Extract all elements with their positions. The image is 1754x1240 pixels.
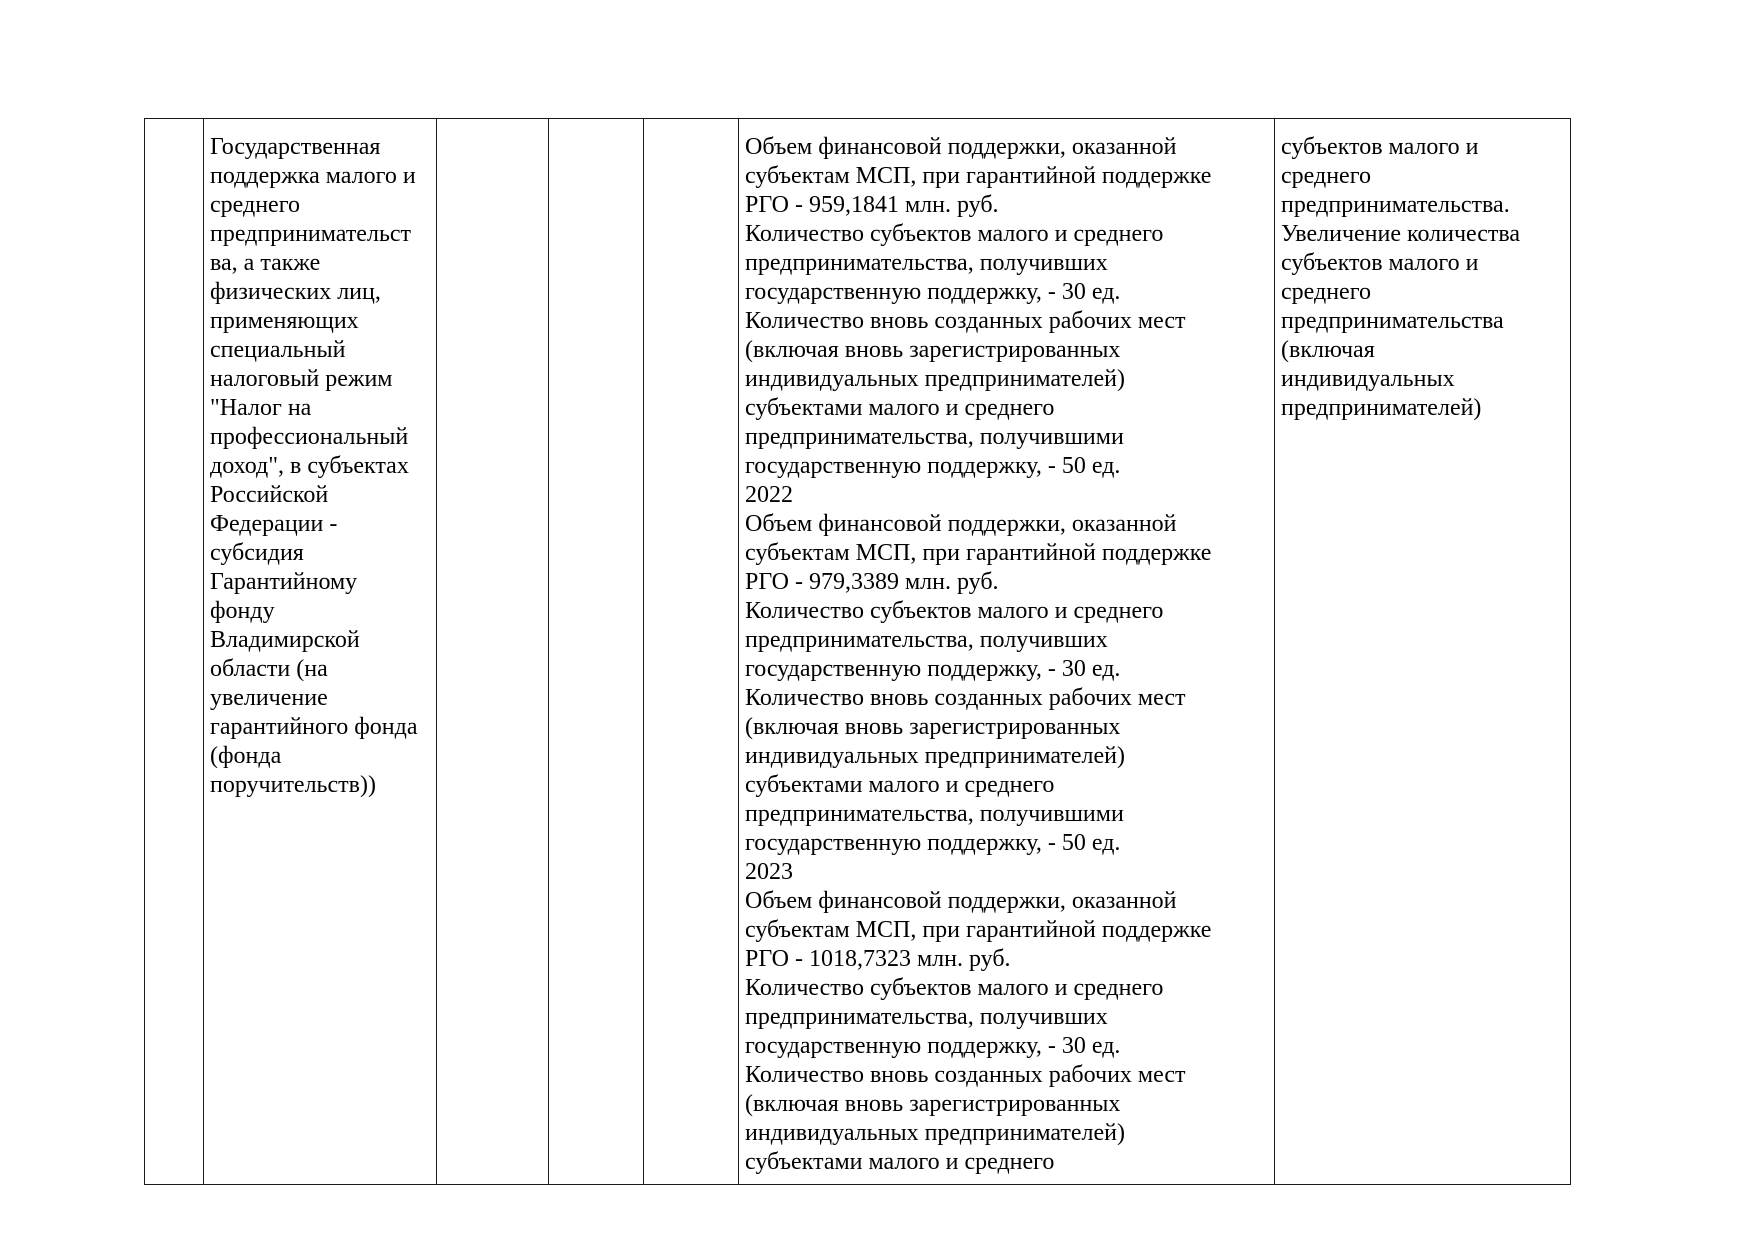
- text-line: среднего: [1281, 163, 1371, 189]
- text-line: Количество субъектов малого и среднего: [745, 221, 1164, 247]
- text-line: (включая вновь зарегистрированных: [745, 1091, 1121, 1117]
- text-line: среднего: [1281, 279, 1371, 305]
- cell-indicators: [739, 119, 1275, 1185]
- text-line: предпринимательства: [1281, 308, 1504, 334]
- text-line: субъектам МСП, при гарантийной поддержке: [745, 540, 1212, 566]
- text-line: Гарантийному: [210, 569, 358, 595]
- text-line: государственную поддержку, - 50 ед.: [745, 830, 1121, 856]
- text-line: Увеличение количества: [1281, 221, 1521, 247]
- text-line: применяющих: [210, 308, 359, 334]
- text-line: Владимирской: [210, 627, 360, 653]
- text-line: предпринимательст: [210, 221, 412, 247]
- text-line: субъектов малого и: [1281, 250, 1479, 276]
- text-line: субъектами малого и среднего: [745, 1149, 1055, 1175]
- text-line: субъектами малого и среднего: [745, 772, 1055, 798]
- text-line: доход", в субъектах: [210, 453, 409, 479]
- text-line: среднего: [210, 192, 300, 218]
- text-line: Объем финансовой поддержки, оказанной: [745, 134, 1177, 160]
- text-line: Объем финансовой поддержки, оказанной: [745, 888, 1177, 914]
- text-line: Количество вновь созданных рабочих мест: [745, 308, 1186, 334]
- text-line: Количество вновь созданных рабочих мест: [745, 1062, 1186, 1088]
- text-line: (включая: [1281, 337, 1375, 363]
- text-line: государственную поддержку, - 50 ед.: [745, 453, 1121, 479]
- text-line: РГО - 1018,7323 млн. руб.: [745, 946, 1011, 972]
- text-line: предпринимательства, получивших: [745, 1004, 1108, 1030]
- text-line: физических лиц,: [210, 279, 381, 305]
- text-line: индивидуальных предпринимателей): [745, 366, 1125, 392]
- text-line: предпринимательства, получившими: [745, 801, 1124, 827]
- text-line: Количество субъектов малого и среднего: [745, 598, 1164, 624]
- text-line: субъектов малого и: [1281, 134, 1479, 160]
- text-line: поручительств)): [210, 772, 376, 798]
- text-line: налоговый режим: [210, 366, 393, 392]
- text-line: "Налог на: [210, 395, 312, 421]
- text-line: государственную поддержку, - 30 ед.: [745, 279, 1121, 305]
- text-line: государственную поддержку, - 30 ед.: [745, 656, 1121, 682]
- measures-table: [144, 118, 1571, 1185]
- text-line: увеличение: [210, 685, 328, 711]
- text-line: Объем финансовой поддержки, оказанной: [745, 511, 1177, 537]
- text-line: (фонда: [210, 743, 282, 769]
- text-line: профессиональный: [210, 424, 409, 450]
- cell-empty-3: [437, 119, 549, 1185]
- text-line: предпринимательства, получивших: [745, 627, 1108, 653]
- text-line: (включая вновь зарегистрированных: [745, 337, 1121, 363]
- text-line: Российской: [210, 482, 329, 508]
- text-line: предпринимательства.: [1281, 192, 1510, 218]
- text-line: индивидуальных предпринимателей): [745, 743, 1125, 769]
- text-line: РГО - 979,3389 млн. руб.: [745, 569, 999, 595]
- text-line: предпринимателей): [1281, 395, 1482, 421]
- text-line: Количество вновь созданных рабочих мест: [745, 685, 1186, 711]
- cell-empty-4: [549, 119, 644, 1185]
- text-line: субсидия: [210, 540, 304, 566]
- table-row: [145, 119, 1571, 1185]
- measure-name-text: [210, 133, 430, 800]
- text-line: ва, а также: [210, 250, 321, 276]
- text-line: государственную поддержку, - 30 ед.: [745, 1033, 1121, 1059]
- text-line: субъектам МСП, при гарантийной поддержке: [745, 163, 1212, 189]
- text-line: субъектами малого и среднего: [745, 395, 1055, 421]
- text-line: предпринимательства, получивших: [745, 250, 1108, 276]
- text-line: индивидуальных: [1281, 366, 1455, 392]
- cell-empty-5: [644, 119, 739, 1185]
- text-line: поддержка малого и: [210, 163, 416, 189]
- text-line: Федерации -: [210, 511, 338, 537]
- text-line: 2023: [745, 859, 793, 885]
- text-line: фонду: [210, 598, 275, 624]
- text-line: гарантийного фонда: [210, 714, 418, 740]
- text-line: РГО - 959,1841 млн. руб.: [745, 192, 999, 218]
- text-line: 2022: [745, 482, 793, 508]
- cell-results: [1275, 119, 1571, 1185]
- text-line: области (на: [210, 656, 328, 682]
- text-line: специальный: [210, 337, 346, 363]
- text-line: индивидуальных предпринимателей): [745, 1120, 1125, 1146]
- text-line: Государственная: [210, 134, 381, 160]
- text-line: предпринимательства, получившими: [745, 424, 1124, 450]
- cell-measure-name: [204, 119, 437, 1185]
- results-text: [1281, 133, 1564, 423]
- cell-number: [145, 119, 204, 1185]
- text-line: (включая вновь зарегистрированных: [745, 714, 1121, 740]
- text-line: субъектам МСП, при гарантийной поддержке: [745, 917, 1212, 943]
- indicators-text: [745, 133, 1268, 1177]
- text-line: Количество субъектов малого и среднего: [745, 975, 1164, 1001]
